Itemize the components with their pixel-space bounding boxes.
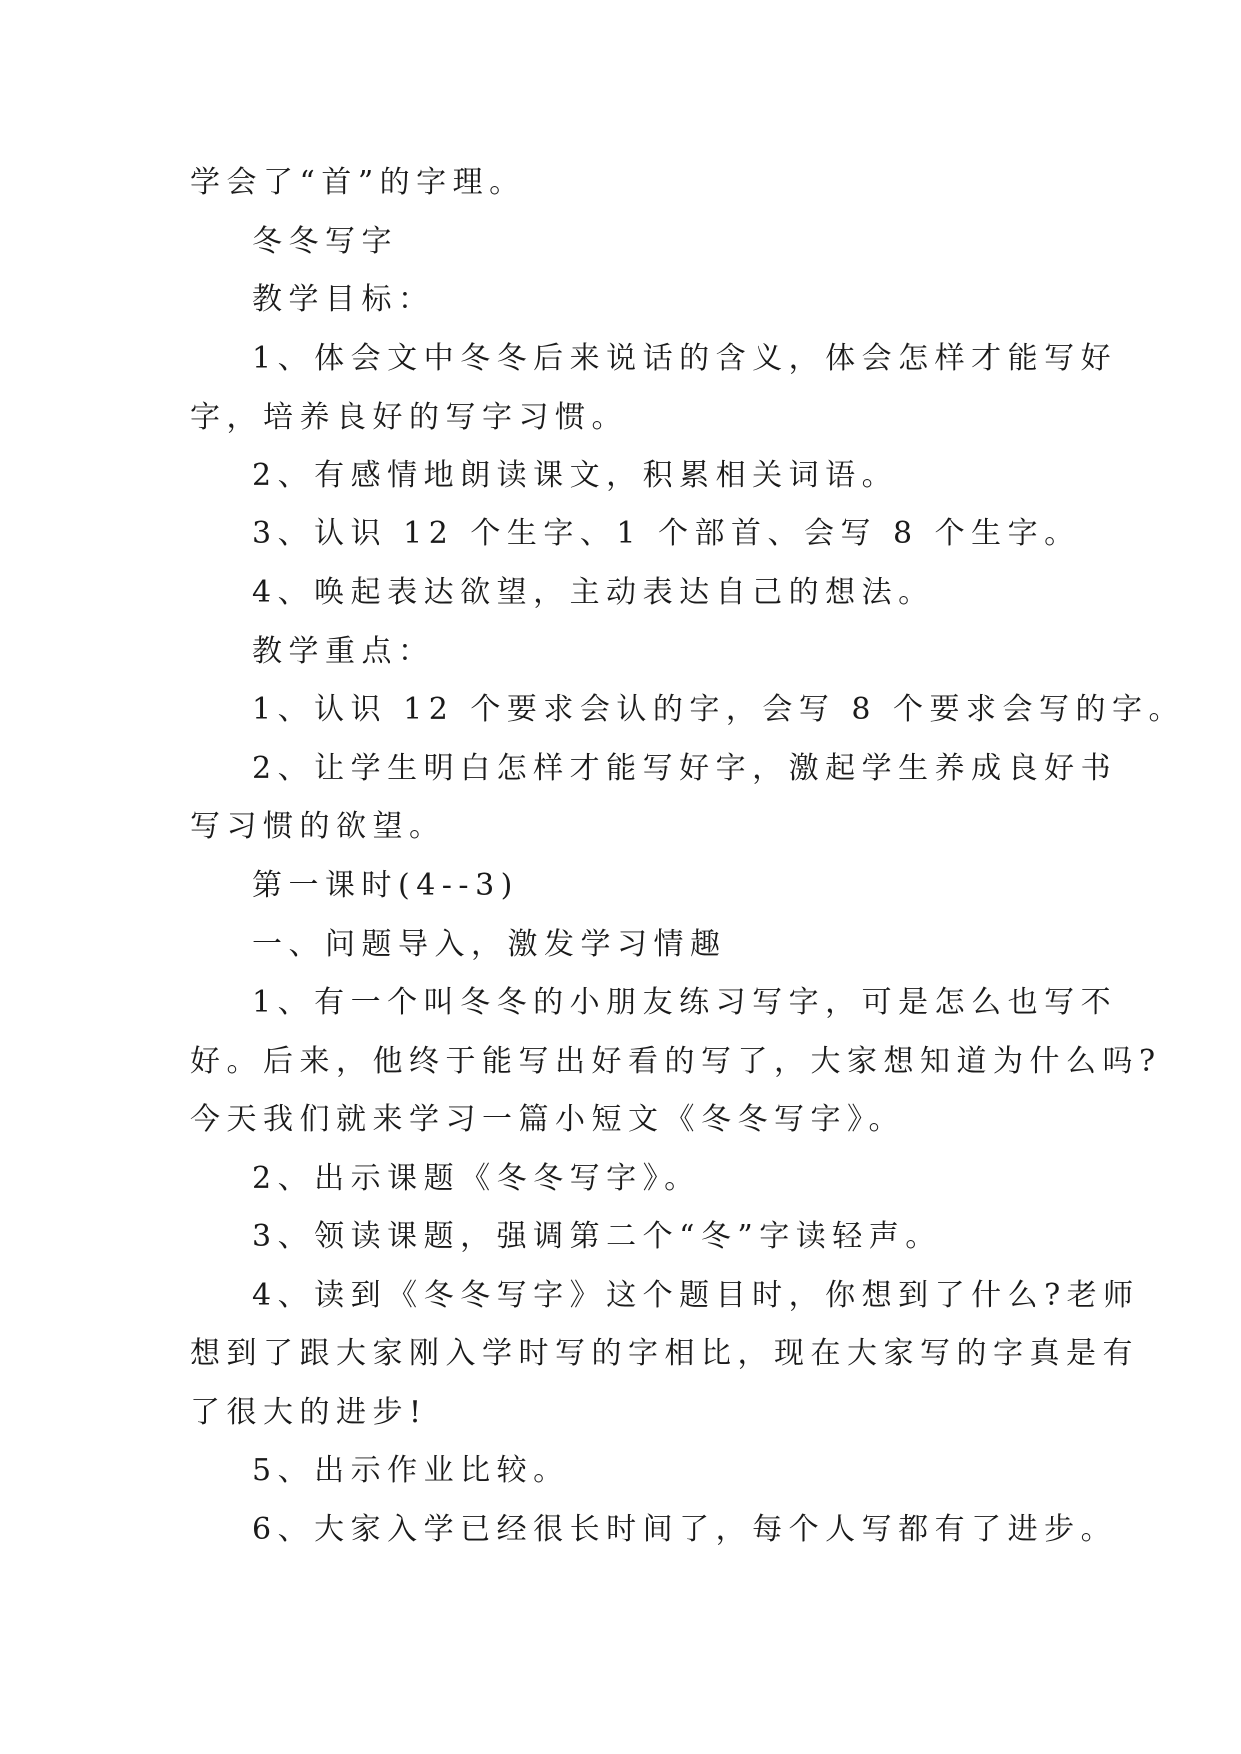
paragraph-line: 4、读到《冬冬写字》这个题目时，你想到了什么?老师 [252, 1278, 1140, 1313]
paragraph-line: 3、认识 12 个生字、1 个部首、会写 8 个生字。 [252, 516, 1081, 551]
paragraph-line: 2、有感情地朗读课文，积累相关词语。 [252, 458, 899, 493]
paragraph-line: 4、唤起表达欲望，主动表达自己的想法。 [252, 575, 935, 610]
paragraph-line: 1、有一个叫冬冬的小朋友练习写字，可是怎么也写不 [252, 985, 1118, 1020]
heading-teaching-focus: 教学重点： [252, 634, 435, 669]
paragraph-line: 1、认识 12 个要求会认的字，会写 8 个要求会写的字。 [252, 692, 1185, 727]
paragraph-line: 字，培养良好的写字习惯。 [190, 400, 628, 435]
paragraph-line: 2、出示课题《冬冬写字》。 [252, 1161, 701, 1196]
paragraph-line: 写习惯的欲望。 [190, 809, 446, 844]
paragraph-line: 今天我们就来学习一篇小短文《冬冬写字》。 [190, 1102, 905, 1137]
step-heading: 一、问题导入，激发学习情趣 [252, 927, 727, 962]
paragraph-line: 6、大家入学已经很长时间了，每个人写都有了进步。 [252, 1512, 1118, 1547]
paragraph-line: 好。后来，他终于能写出好看的写了，大家想知道为什么吗? [190, 1044, 1162, 1079]
lesson-heading: 第一课时(4--3) [252, 868, 519, 903]
section-title: 冬冬写字 [252, 224, 398, 259]
paragraph-line: 想到了跟大家刚入学时写的字相比，现在大家写的字真是有 [190, 1336, 1139, 1371]
heading-teaching-goals: 教学目标： [252, 282, 435, 317]
paragraph-line: 1、体会文中冬冬后来说话的含义，体会怎样才能写好 [252, 341, 1118, 376]
paragraph-line: 5、出示作业比较。 [252, 1453, 570, 1488]
paragraph-line: 3、领读课题，强调第二个“冬”字读轻声。 [252, 1219, 942, 1254]
paragraph-line: 学会了“首”的字理。 [190, 165, 526, 200]
paragraph-line: 了很大的进步! [190, 1395, 428, 1430]
paragraph-line: 2、让学生明白怎样才能写好字，激起学生养成良好书 [252, 751, 1118, 786]
